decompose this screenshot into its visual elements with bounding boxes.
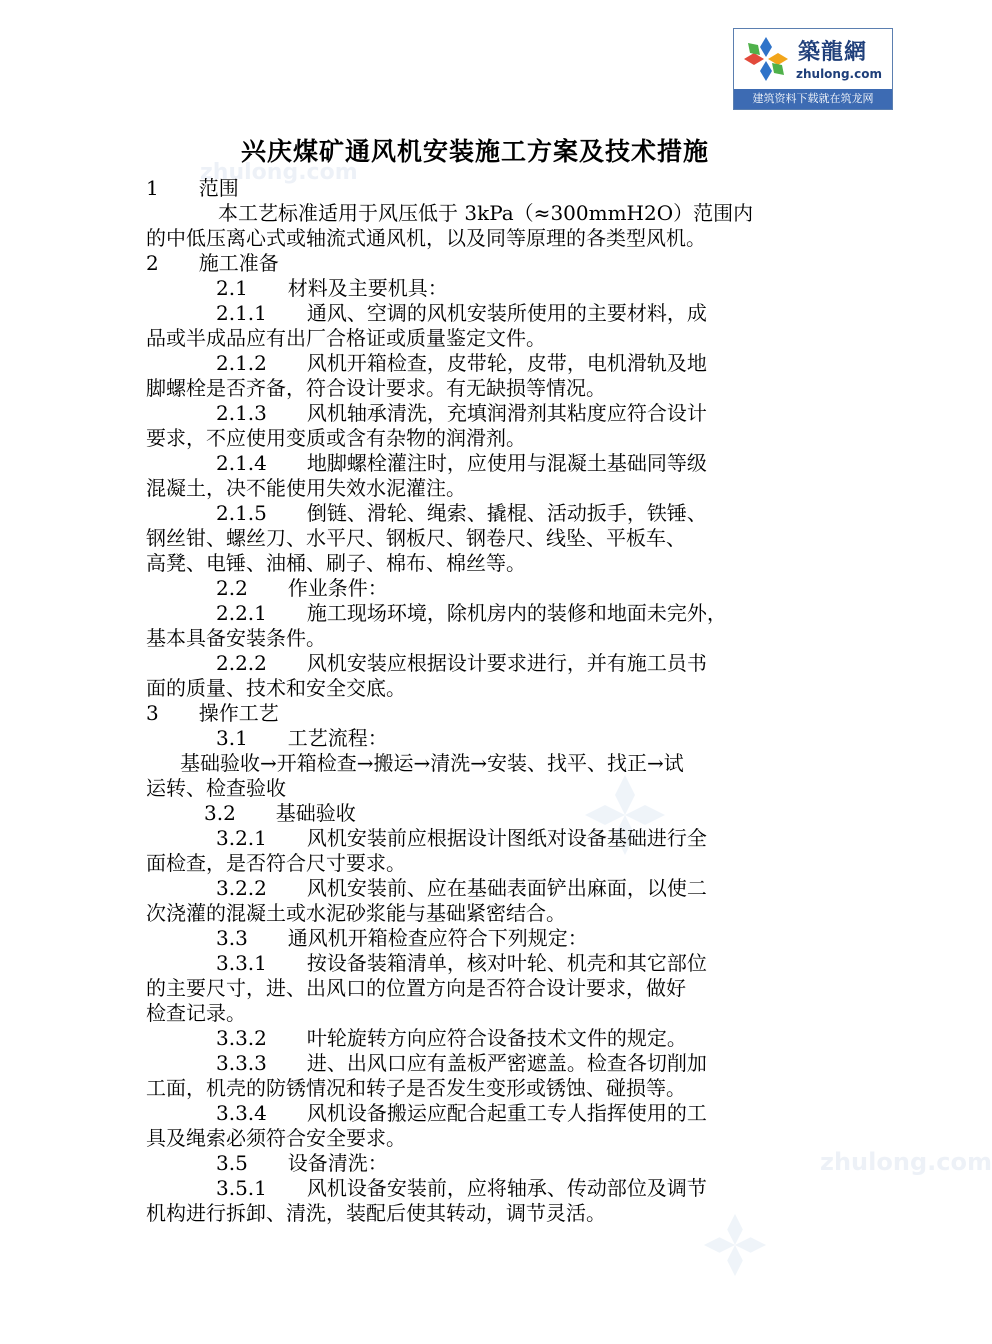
paragraph-line: 具及绳索必须符合安全要求。: [146, 1126, 406, 1150]
paragraph-line: 2.1.4 地脚螺栓灌注时，应使用与混凝土基础同等级: [216, 451, 707, 475]
paragraph-line: 2.1.2 风机开箱检查，皮带轮，皮带，电机滑轨及地: [216, 351, 707, 375]
zhulong-logo: [733, 28, 893, 110]
document-title: 兴庆煤矿通风机安装施工方案及技术措施: [240, 137, 709, 166]
logo-domain: zhulong.com: [796, 67, 882, 81]
subsection-heading: 3.2 基础验收: [204, 801, 356, 825]
paragraph-line: 面检查，是否符合尺寸要求。: [146, 851, 406, 875]
paragraph-line: 的中低压离心式或轴流式通风机，以及同等原理的各类型风机。: [146, 226, 706, 250]
subsection-heading: 3.3 通风机开箱检查应符合下列规定：: [216, 926, 588, 950]
section-heading: 1 范围: [146, 176, 239, 200]
paragraph-line: 次浇灌的混凝土或水泥砂浆能与基础紧密结合。: [146, 901, 566, 925]
paragraph-line: 工面，机壳的防锈情况和转子是否发生变形或锈蚀、碰损等。: [146, 1076, 686, 1100]
paragraph-line: 2.1.5 倒链、滑轮、绳索、撬棍、活动扳手，铁锤、: [216, 501, 707, 525]
watermark-text: zhulong.com: [200, 160, 358, 185]
subsection-heading: 2.1 材料及主要机具：: [216, 276, 448, 300]
paragraph-line: 机构进行拆卸、清洗，装配后使其转动，调节灵活。: [146, 1201, 606, 1225]
paragraph-line: 脚螺栓是否齐备，符合设计要求。有无缺损等情况。: [146, 376, 606, 400]
paragraph-line: 2.2.1 施工现场环境，除机房内的装修和地面未完外，: [216, 601, 727, 625]
paragraph-line: 要求，不应使用变质或含有杂物的润滑剂。: [146, 426, 526, 450]
paragraph-line: 本工艺标准适用于风压低于 3kPa（≈300mmH2O）范围内: [198, 201, 754, 225]
paragraph-line: 3.5.1 风机设备安装前，应将轴承、传动部位及调节: [216, 1176, 707, 1200]
paragraph-line: 3.3.4 风机设备搬运应配合起重工专人指挥使用的工: [216, 1101, 707, 1125]
paragraph-line: 3.3.3 进、出风口应有盖板严密遮盖。检查各切削加: [216, 1051, 707, 1075]
watermark-text: zhulong.com: [820, 1148, 992, 1176]
section-heading: 2 施工准备: [146, 251, 279, 275]
paragraph-line: 3.3.2 叶轮旋转方向应符合设备技术文件的规定。: [216, 1026, 687, 1050]
paragraph-line: 混凝土，决不能使用失效水泥灌注。: [146, 476, 466, 500]
subsection-heading: 3.1 工艺流程：: [216, 726, 388, 750]
logo-name-cn: 築龍網: [798, 40, 868, 65]
paragraph-line: 品或半成品应有出厂合格证或质量鉴定文件。: [146, 326, 546, 350]
section-heading: 3 操作工艺: [146, 701, 279, 725]
paragraph-line: 面的质量、技术和安全交底。: [146, 676, 406, 700]
paragraph-line: 基本具备安装条件。: [146, 626, 326, 650]
subsection-heading: 3.5 设备清洗：: [216, 1151, 388, 1175]
paragraph-line: 3.2.2 风机安装前、应在基础表面铲出麻面，以使二: [216, 876, 707, 900]
paragraph-line: 高凳、电锤、油桶、刷子、棉布、棉丝等。: [146, 551, 526, 575]
paragraph-line: 2.2.2 风机安装应根据设计要求进行，并有施工员书: [216, 651, 707, 675]
paragraph-line: 2.1.3 风机轴承清洗，充填润滑剂其粘度应符合设计: [216, 401, 707, 425]
paragraph-line: 2.1.1 通风、空调的风机安装所使用的主要材料，成: [216, 301, 707, 325]
paragraph-line: 运转、检查验收: [146, 776, 286, 800]
paragraph-line: 基础验收→开箱检查→搬运→清洗→安装、找平、找正→试: [180, 751, 684, 775]
paragraph-line: 3.3.1 按设备装箱清单，核对叶轮、机壳和其它部位: [216, 951, 707, 975]
paragraph-line: 钢丝钳、螺丝刀、水平尺、钢板尺、钢卷尺、线坠、平板车、: [146, 526, 686, 550]
subsection-heading: 2.2 作业条件：: [216, 576, 388, 600]
snowflake-logo-icon: [738, 33, 794, 85]
paragraph-line: 的主要尺寸，进、出风口的位置方向是否符合设计要求，做好: [146, 976, 686, 1000]
logo-slogan: 建筑资料下载就在筑龙网: [734, 89, 892, 109]
watermark-snowflake-icon: [700, 1210, 770, 1280]
paragraph-line: 检查记录。: [146, 1001, 246, 1025]
paragraph-line: 3.2.1 风机安装前应根据设计图纸对设备基础进行全: [216, 826, 707, 850]
